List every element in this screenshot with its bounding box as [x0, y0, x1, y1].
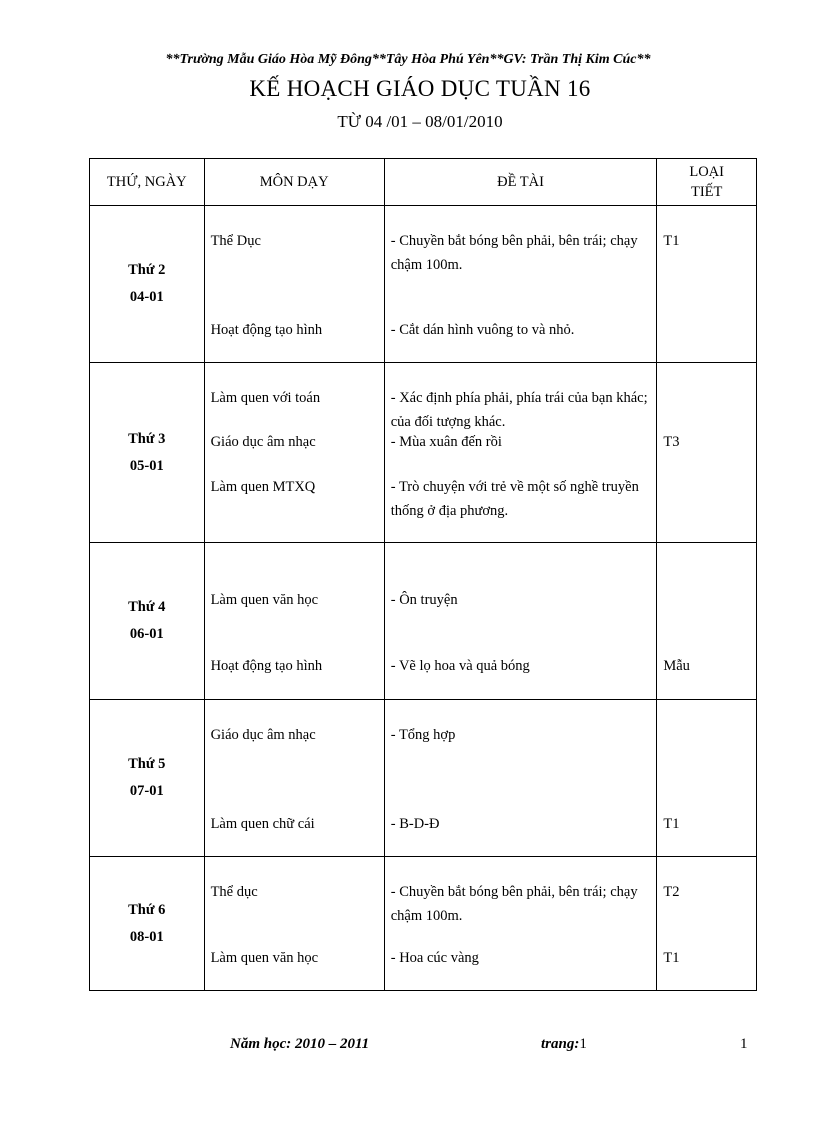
header-topic: ĐỀ TÀI [384, 159, 657, 206]
day-date: 07-01 [129, 783, 164, 799]
type-cell [657, 206, 757, 363]
topic-text: - Hoa cúc vàng [390, 950, 479, 966]
day-date: 05-01 [129, 457, 164, 474]
day-date: 04-01 [129, 289, 164, 305]
subject-text: Thể dục [210, 884, 258, 900]
type-text: T1 [663, 950, 680, 966]
page-value: 1 [579, 1036, 587, 1052]
day-date: 08-01 [129, 928, 164, 945]
table-row [90, 700, 757, 857]
subject-text: Làm quen với toán [210, 390, 321, 406]
subject-cell [204, 857, 384, 991]
page-indicator [541, 1036, 587, 1053]
day-cell [90, 700, 205, 857]
subject-text: Hoạt động tạo hình [210, 658, 323, 674]
subject-cell [204, 206, 384, 363]
topic-cell [384, 857, 657, 991]
topic-cell [384, 543, 657, 700]
type-text: T1 [663, 233, 680, 249]
topic-text: - Cắt dán hình vuông to và nhỏ. [390, 322, 575, 338]
topic-text: - Trò chuyện với trẻ về một số nghề truyền thống ở địa phương. [390, 479, 639, 519]
subject-cell [204, 543, 384, 700]
header-type-line1: LOẠI [689, 164, 724, 180]
day-cell [90, 363, 205, 543]
subject-text: Giáo dục âm nhạc [210, 434, 316, 450]
day-date: 06-01 [129, 626, 164, 642]
topic-text: - Tổng hợp [390, 727, 456, 743]
subject-cell [204, 700, 384, 857]
page-title: KẾ HOẠCH GIÁO DỤC TUẦN 16 [249, 76, 591, 101]
type-text: T1 [663, 816, 680, 832]
table-row [90, 363, 757, 543]
topic-text: - Xác định phía phải, phía trái của bạn khác; của đối tượng khác. [390, 390, 648, 430]
topic-text: - Chuyền bắt bóng bên phải, bên trái; chạy chậm 100m. [390, 884, 638, 924]
subject-text: Làm quen văn học [210, 950, 319, 966]
table-row [90, 206, 757, 363]
topic-text: - B-D-Đ [390, 816, 440, 832]
subject-text: Hoạt động tạo hình [210, 322, 323, 338]
type-cell [657, 543, 757, 700]
topic-cell [384, 700, 657, 857]
subject-text: Làm quen MTXQ [210, 479, 316, 495]
topic-cell [384, 206, 657, 363]
subject-text: Làm quen chữ cái [210, 816, 315, 832]
header-type [657, 159, 757, 206]
day-label: Thứ 4 [128, 599, 166, 615]
school-year: Năm học: 2010 – 2011 [230, 1036, 370, 1052]
topic-text: - Chuyền bắt bóng bên phải, bên trái; chạy chậm 100m. [390, 233, 638, 273]
day-label: Thứ 5 [128, 756, 166, 772]
type-cell [657, 363, 757, 543]
type-text: Mẫu [663, 658, 690, 674]
day-cell [90, 206, 205, 363]
type-text: T2 [663, 884, 680, 900]
date-range: TỪ 04 /01 – 08/01/2010 [337, 112, 503, 131]
table-row [90, 543, 757, 700]
day-cell [90, 857, 205, 991]
lesson-plan-table [89, 158, 757, 991]
page-number: 1 [740, 1036, 748, 1052]
type-cell [657, 857, 757, 991]
day-label: Thứ 6 [128, 901, 166, 918]
topic-text: - Mùa xuân đến rồi [390, 434, 502, 450]
topic-cell [384, 363, 657, 543]
school-header-line: **Trường Mẫu Giáo Hòa Mỹ Đông**Tây Hòa Phú Yên**GV: Trần Thị Kim Cúc** [165, 52, 651, 67]
header-type-line2: TIẾT [690, 184, 723, 200]
subject-cell [204, 363, 384, 543]
day-label: Thứ 3 [128, 430, 166, 447]
table-header-row [90, 159, 757, 206]
type-text: T3 [663, 434, 680, 450]
header-subject: MÔN DẠY [204, 159, 384, 206]
page-label: trang: [541, 1036, 580, 1052]
subject-text: Thể Dục [210, 233, 261, 249]
topic-text: - Vẽ lọ hoa và quả bóng [390, 658, 530, 674]
type-cell [657, 700, 757, 857]
subject-text: Giáo dục âm nhạc [210, 727, 316, 743]
table-row [90, 857, 757, 991]
topic-text: - Ôn truyện [390, 592, 458, 608]
subject-text: Làm quen văn học [210, 592, 319, 608]
header-day: THỨ, NGÀY [90, 159, 205, 206]
day-cell [90, 543, 205, 700]
day-label: Thứ 2 [128, 262, 166, 278]
